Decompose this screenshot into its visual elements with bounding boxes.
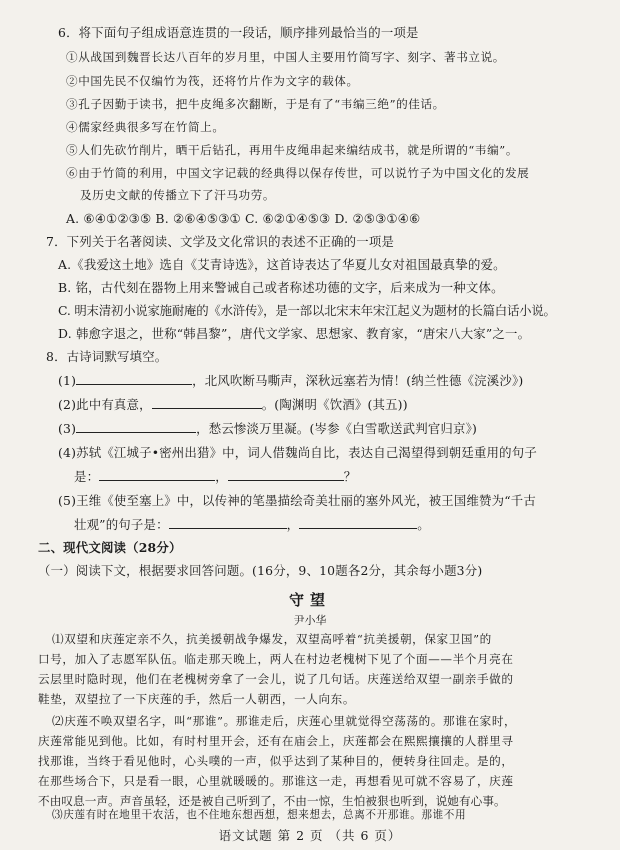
q7-option-d: D. 韩愈字退之，世称“韩昌黎”，唐代文学家、思想家、教育家，“唐宋八大家”之一。 [58,326,531,341]
article-p1-line: 鞋垫，双望拉了一下庆莲的手，然后一人朝西，一人向东。 [38,692,356,706]
q6-sentence-6b: 及历史文献的传播立下了汗马功劳。 [80,188,276,202]
answer-blank[interactable] [169,516,287,529]
q8-line-2-text: (2)此中有真意， [58,397,152,412]
article-p2-line: ⑵庆莲不唤双望名字，叫“那谁”。那谁走后，庆莲心里就觉得空荡荡的。那谁在家时， [52,714,517,728]
q8-comma-2: ， [286,517,300,532]
article-p2-line: 不由叹息一声。声音虽轻，还是被自己听到了，不由一惊，生怕被狠也听到，说她有心事。 [38,794,506,808]
q8-stem: 8．古诗词默写填空。 [46,349,168,364]
q6-stem: 6．将下面句子组成语意连贯的一段话，顺序排列最恰当的一项是 [58,25,419,40]
q8-line-1-number: (1) [58,373,77,388]
q7-option-a: A.《我爱这土地》选自《艾青诗选》，这首诗表达了华夏儿女对祖国最真挚的爱。 [58,257,506,272]
q8-line-4a: (4)苏轼《江城子•密州出猎》中，词人借魏尚自比，表达自己渴望得到朝廷重用的句子 [58,445,537,460]
article-p2-line: 庆莲常能见到他。比如，有时村里开会，还有在庙会上，庆莲都会在熙熙攘攘的人群里寻 [38,734,514,748]
article-title: 守望 [288,591,331,609]
answer-blank[interactable] [228,468,344,481]
q8-line-1 [58,372,523,390]
q8-line-1-text: ，北风吹断马嘶声，深秋远塞若为情！(纳兰性德《浣溪沙》) [192,373,524,388]
article-p3-line: ⑶庆莲有时在地里干农活，也不住地东想西想，想来想去，总离不开那谁。那谁不用 [52,809,467,821]
q6-sentence-3: ③孔子因勤于读书，把牛皮绳多次翻断，于是有了“韦编三绝”的佳话。 [66,97,445,111]
answer-blank[interactable] [299,516,417,529]
q8-line-2-source: 。(陶渊明《饮酒》(其五)) [261,397,408,412]
q6-sentence-1: ①从战国到魏晋长达八百年的岁月里，中国人主要用竹简写字、刻字、著书立说。 [66,50,505,64]
q8-comma: ， [215,469,228,484]
q6-sentence-5: ⑤人们先砍竹削片，晒干后钻孔，再用牛皮绳串起来编结成书，就是所谓的“韦编”。 [66,143,519,157]
q6-sentence-4: ④儒家经典很多写在竹简上。 [66,120,225,134]
article-author: 尹小华 [293,614,327,627]
q8-line-3 [58,420,477,438]
q8-line-5a: (5)王维《使至塞上》中，以传神的笔墨描绘奇美壮丽的塞外风光，被王国维赞为“千古 [58,493,536,508]
q8-line-3-number: (3) [58,421,77,436]
q8-line-4b [74,468,356,486]
answer-blank[interactable] [99,468,215,481]
answer-blank[interactable] [76,420,196,433]
q6-options: A. ⑥④①②③⑤ B. ②⑥④⑤③① C. ⑥②①④⑤③ D. ②⑤③①④⑥ [66,211,421,226]
q8-line-2 [58,396,408,414]
q6-sentence-6a: ⑥由于竹简的利用，中国文字记载的经典得以保存传世，可以说竹子为中国文化的发展 [66,166,530,180]
q8-line-3-text: ，愁云惨淡万里凝。(岑参《白雪歌送武判官归京》) [196,421,478,436]
answer-blank[interactable] [76,372,192,385]
q7-stem: 7．下列关于名著阅读、文学及文化常识的表述不正确的一项是 [46,234,395,249]
article-p1-line: 云层里时隐时现，他们在老槐树旁拿了一会儿，说了几句话。庆莲送给双望一副亲手做的 [38,672,514,686]
q8-line-4b-label: 是： [74,469,100,484]
article-p2-line: 在那些场合下，只是看一眼，心里就暖暖的。那谁这一走，再想看见可就不容易了，庆莲 [38,774,514,788]
q7-option-b: B. 铭，古代刻在器物上用来警诫自己或者称述功德的文字，后来成为一种文体。 [58,280,504,295]
article-p2-line: 找那谁，当终于看见他时，心头噗的一声，似乎达到了某种目的，便转身往回走。是的， [38,754,514,768]
q8-line-5b [74,516,430,534]
page-footer: 语文试题 第 2 页 （共 6 页） [218,828,402,843]
section-subheading: （一）阅读下文，根据要求回答问题。(16分，9、10题各2分，其余每小题3分) [38,563,483,578]
q8-line-5b-label: 壮观”的句子是： [74,517,169,532]
q7-option-c: C. 明末清初小说家施耐庵的《水浒传》，是一部以北宋末年宋江起义为题材的长篇白话小说。 [58,303,556,318]
section-heading: 二、现代文阅读（28分） [38,540,182,555]
article-p1-line: ⑴双望和庆莲定亲不久，抗美援朝战争爆发，双望高呼着“抗美援朝，保家卫国”的 [52,632,492,646]
article-p1-line: 口号，加入了志愿军队伍。临走那天晚上，两人在村边老槐树下见了个面——半个月亮在 [38,652,514,666]
q6-sentence-2: ②中国先民不仅编竹为筏，还将竹片作为文字的载体。 [66,74,359,88]
q8-period: 。 [417,517,430,532]
q8-question-mark: ？ [343,469,357,484]
answer-blank[interactable] [152,396,262,409]
